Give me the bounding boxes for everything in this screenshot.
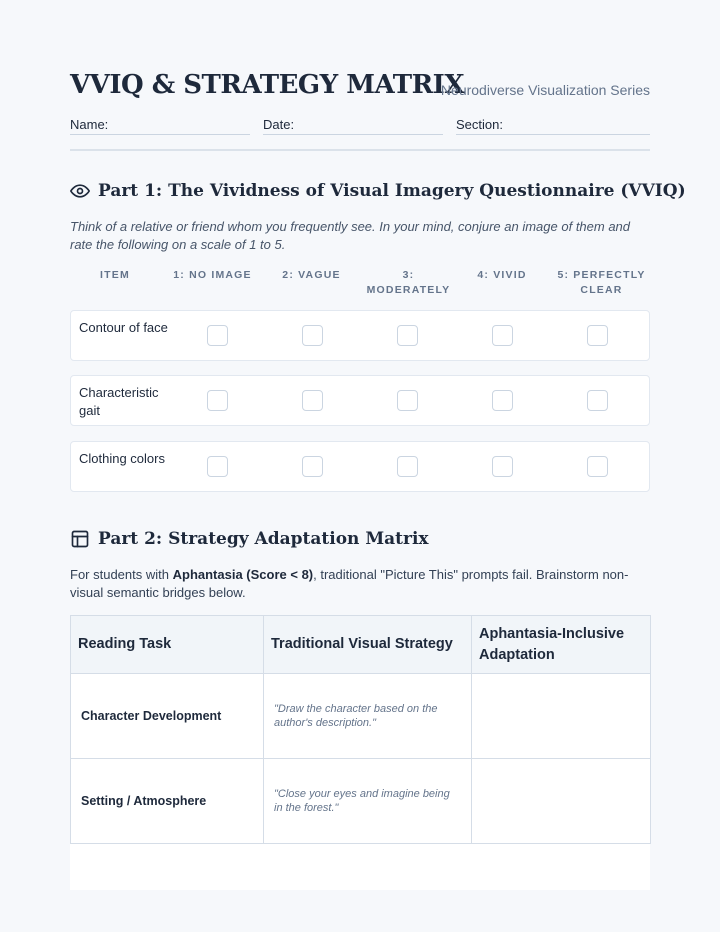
col-header-2: 2: VAGUE	[282, 269, 341, 281]
page-title: VVIQ & STRATEGY MATRIX	[70, 70, 465, 100]
rating-checkbox-1[interactable]	[207, 390, 228, 411]
part2-heading	[70, 529, 429, 549]
part2-intro-prefix: For students with	[70, 567, 173, 582]
rating-checkbox-2[interactable]	[302, 390, 323, 411]
col-header-3: 3: MODERATELY	[366, 269, 451, 296]
col-header-item: ITEM	[100, 269, 130, 281]
rating-checkbox-3[interactable]	[397, 456, 418, 477]
name-label: Name:	[70, 117, 109, 132]
vviq-row	[70, 375, 650, 426]
date-label: Date:	[263, 117, 295, 132]
student-info-fields	[70, 117, 650, 135]
rating-checkbox-1[interactable]	[207, 456, 228, 477]
strategy-matrix	[70, 615, 650, 890]
rating-checkbox-1[interactable]	[207, 325, 228, 346]
header-reading-task: Reading Task	[71, 616, 264, 674]
rating-checkbox-3[interactable]	[397, 325, 418, 346]
table-header-row	[71, 616, 651, 674]
col-header-4: 4: VIVID	[477, 269, 527, 281]
task-cell: Setting / Atmosphere	[71, 759, 264, 844]
vviq-row	[70, 310, 650, 361]
section-field[interactable]	[456, 117, 650, 135]
vviq-item-label: Characteristic gait	[79, 385, 159, 418]
vviq-item-label: Contour of face	[79, 320, 168, 335]
part1-heading	[70, 181, 686, 201]
header-traditional-strategy: Traditional Visual Strategy	[264, 616, 472, 674]
part1-title: Part 1: The Vividness of Visual Imagery Questionnaire (VVIQ)	[98, 181, 686, 201]
table-row	[71, 759, 651, 844]
part2-intro-suffix: , traditional "Picture This" prompts fail. Brainstorm non-visual semantic bridges below.	[70, 567, 629, 600]
header-inclusive-adaptation: Aphantasia-Inclusive Adaptation	[472, 616, 651, 674]
part2-title: Part 2: Strategy Adaptation Matrix	[98, 529, 429, 549]
vviq-item-label: Clothing colors	[79, 451, 165, 466]
rating-checkbox-5[interactable]	[587, 456, 608, 477]
date-field[interactable]	[263, 117, 443, 135]
rating-checkbox-4[interactable]	[492, 325, 513, 346]
name-field[interactable]	[70, 117, 250, 135]
part1-instructions: Think of a relative or friend whom you frequently see. In your mind, conjure an image of them and rate the following on a scale of 1 to 5.	[70, 219, 631, 252]
traditional-cell: "Draw the character based on the author's description."	[264, 674, 472, 759]
section-label: Section:	[456, 117, 503, 132]
vviq-row	[70, 441, 650, 492]
rating-checkbox-2[interactable]	[302, 456, 323, 477]
rating-checkbox-5[interactable]	[587, 390, 608, 411]
rating-checkbox-4[interactable]	[492, 390, 513, 411]
rating-checkbox-4[interactable]	[492, 456, 513, 477]
col-header-5: 5: PERFECTLY CLEAR	[557, 269, 646, 296]
rating-checkbox-2[interactable]	[302, 325, 323, 346]
part2-instructions	[70, 566, 650, 602]
rating-checkbox-3[interactable]	[397, 390, 418, 411]
traditional-cell: "Close your eyes and imagine being in the forest."	[264, 759, 472, 844]
col-header-1: 1: NO IMAGE	[173, 269, 252, 281]
page-header	[70, 70, 650, 104]
task-cell: Character Development	[71, 674, 264, 759]
eye-icon	[70, 181, 90, 201]
table-row	[71, 674, 651, 759]
header-divider	[70, 149, 650, 151]
part2-intro-emphasis: Aphantasia (Score < 8)	[172, 567, 314, 582]
strategy-table	[70, 615, 651, 844]
adaptation-cell[interactable]	[472, 759, 651, 844]
page-subtitle: Neurodiverse Visualization Series	[440, 82, 650, 98]
adaptation-cell[interactable]	[472, 674, 651, 759]
layout-icon	[70, 529, 90, 549]
rating-checkbox-5[interactable]	[587, 325, 608, 346]
